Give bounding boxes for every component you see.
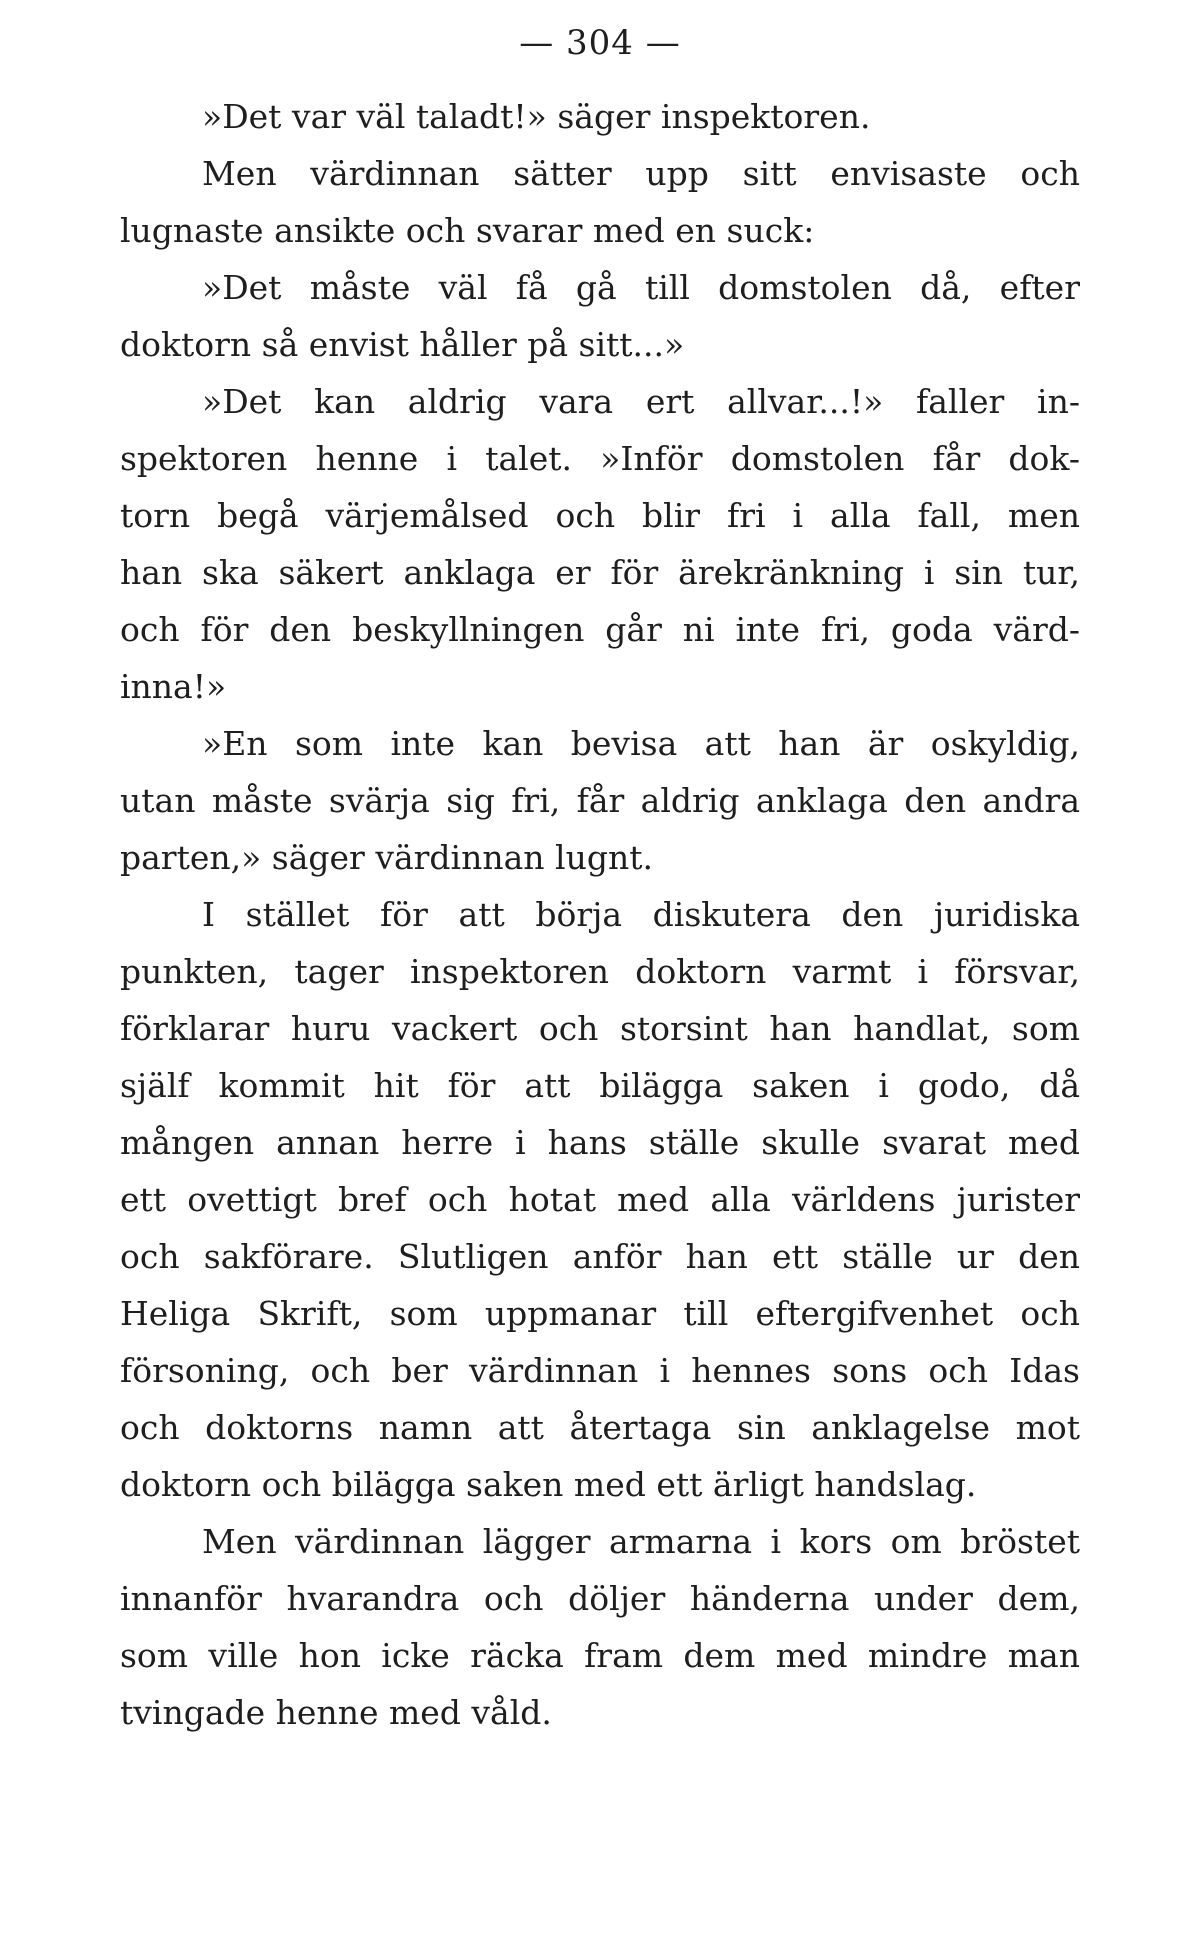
text-line: Heliga Skrift, som uppmanar till eftergifvenhet och bbox=[120, 1294, 1080, 1333]
text-line: parten,» säger värdinnan lugnt. bbox=[120, 838, 653, 877]
text-line: »Det kan aldrig vara ert allvar...!» faller in- bbox=[202, 382, 1080, 421]
text-line: »Det måste väl få gå till domstolen då, efter bbox=[202, 268, 1080, 307]
text-line: själf kommit hit för att bilägga saken i godo, då bbox=[120, 1066, 1080, 1105]
text-line: »En som inte kan bevisa att han är oskyldig, bbox=[202, 724, 1080, 763]
text-line: mången annan herre i hans ställe skulle svarat med bbox=[120, 1123, 1080, 1162]
text-line: spektoren henne i talet. »Inför domstolen får dok- bbox=[120, 439, 1080, 478]
text-line: ett ovettigt bref och hotat med alla världens jurister bbox=[120, 1180, 1080, 1219]
text-line: han ska säkert anklaga er för ärekränkning i sin tur, bbox=[120, 553, 1080, 592]
text-line: och doktorns namn att återtaga sin anklagelse mot bbox=[120, 1408, 1080, 1447]
text-line: lugnaste ansikte och svarar med en suck: bbox=[120, 211, 815, 250]
text-line: tvingade henne med våld. bbox=[120, 1693, 552, 1732]
text-line: Men värdinnan lägger armarna i kors om bröstet bbox=[202, 1522, 1080, 1561]
text-line: I stället för att börja diskutera den juridiska bbox=[202, 895, 1080, 934]
text-line: Men värdinnan sätter upp sitt envisaste och bbox=[202, 154, 1080, 193]
text-line: och sakförare. Slutligen anför han ett ställe ur den bbox=[120, 1237, 1080, 1276]
text-line: doktorn så envist håller på sitt...» bbox=[120, 325, 685, 364]
text-line: som ville hon icke räcka fram dem med mindre man bbox=[120, 1636, 1080, 1675]
page-number: — 304 — bbox=[519, 23, 681, 63]
body-text bbox=[120, 88, 1080, 1741]
text-line: utan måste svärja sig fri, får aldrig anklaga den andra bbox=[120, 781, 1080, 820]
text-line: doktorn och bilägga saken med ett ärligt handslag. bbox=[120, 1465, 977, 1504]
text-line: innanför hvarandra och döljer händerna under dem, bbox=[120, 1579, 1080, 1618]
text-line: punkten, tager inspektoren doktorn varmt i försvar, bbox=[120, 952, 1080, 991]
text-line: och för den beskyllningen går ni inte fri, goda värd- bbox=[120, 610, 1080, 649]
text-line: inna!» bbox=[120, 667, 227, 706]
text-line: »Det var väl taladt!» säger inspektoren. bbox=[202, 97, 871, 136]
text-line: försoning, och ber värdinnan i hennes sons och Idas bbox=[120, 1351, 1080, 1390]
text-line: förklarar huru vackert och storsint han handlat, som bbox=[120, 1009, 1080, 1048]
text-line: torn begå värjemålsed och blir fri i alla fall, men bbox=[120, 496, 1080, 535]
